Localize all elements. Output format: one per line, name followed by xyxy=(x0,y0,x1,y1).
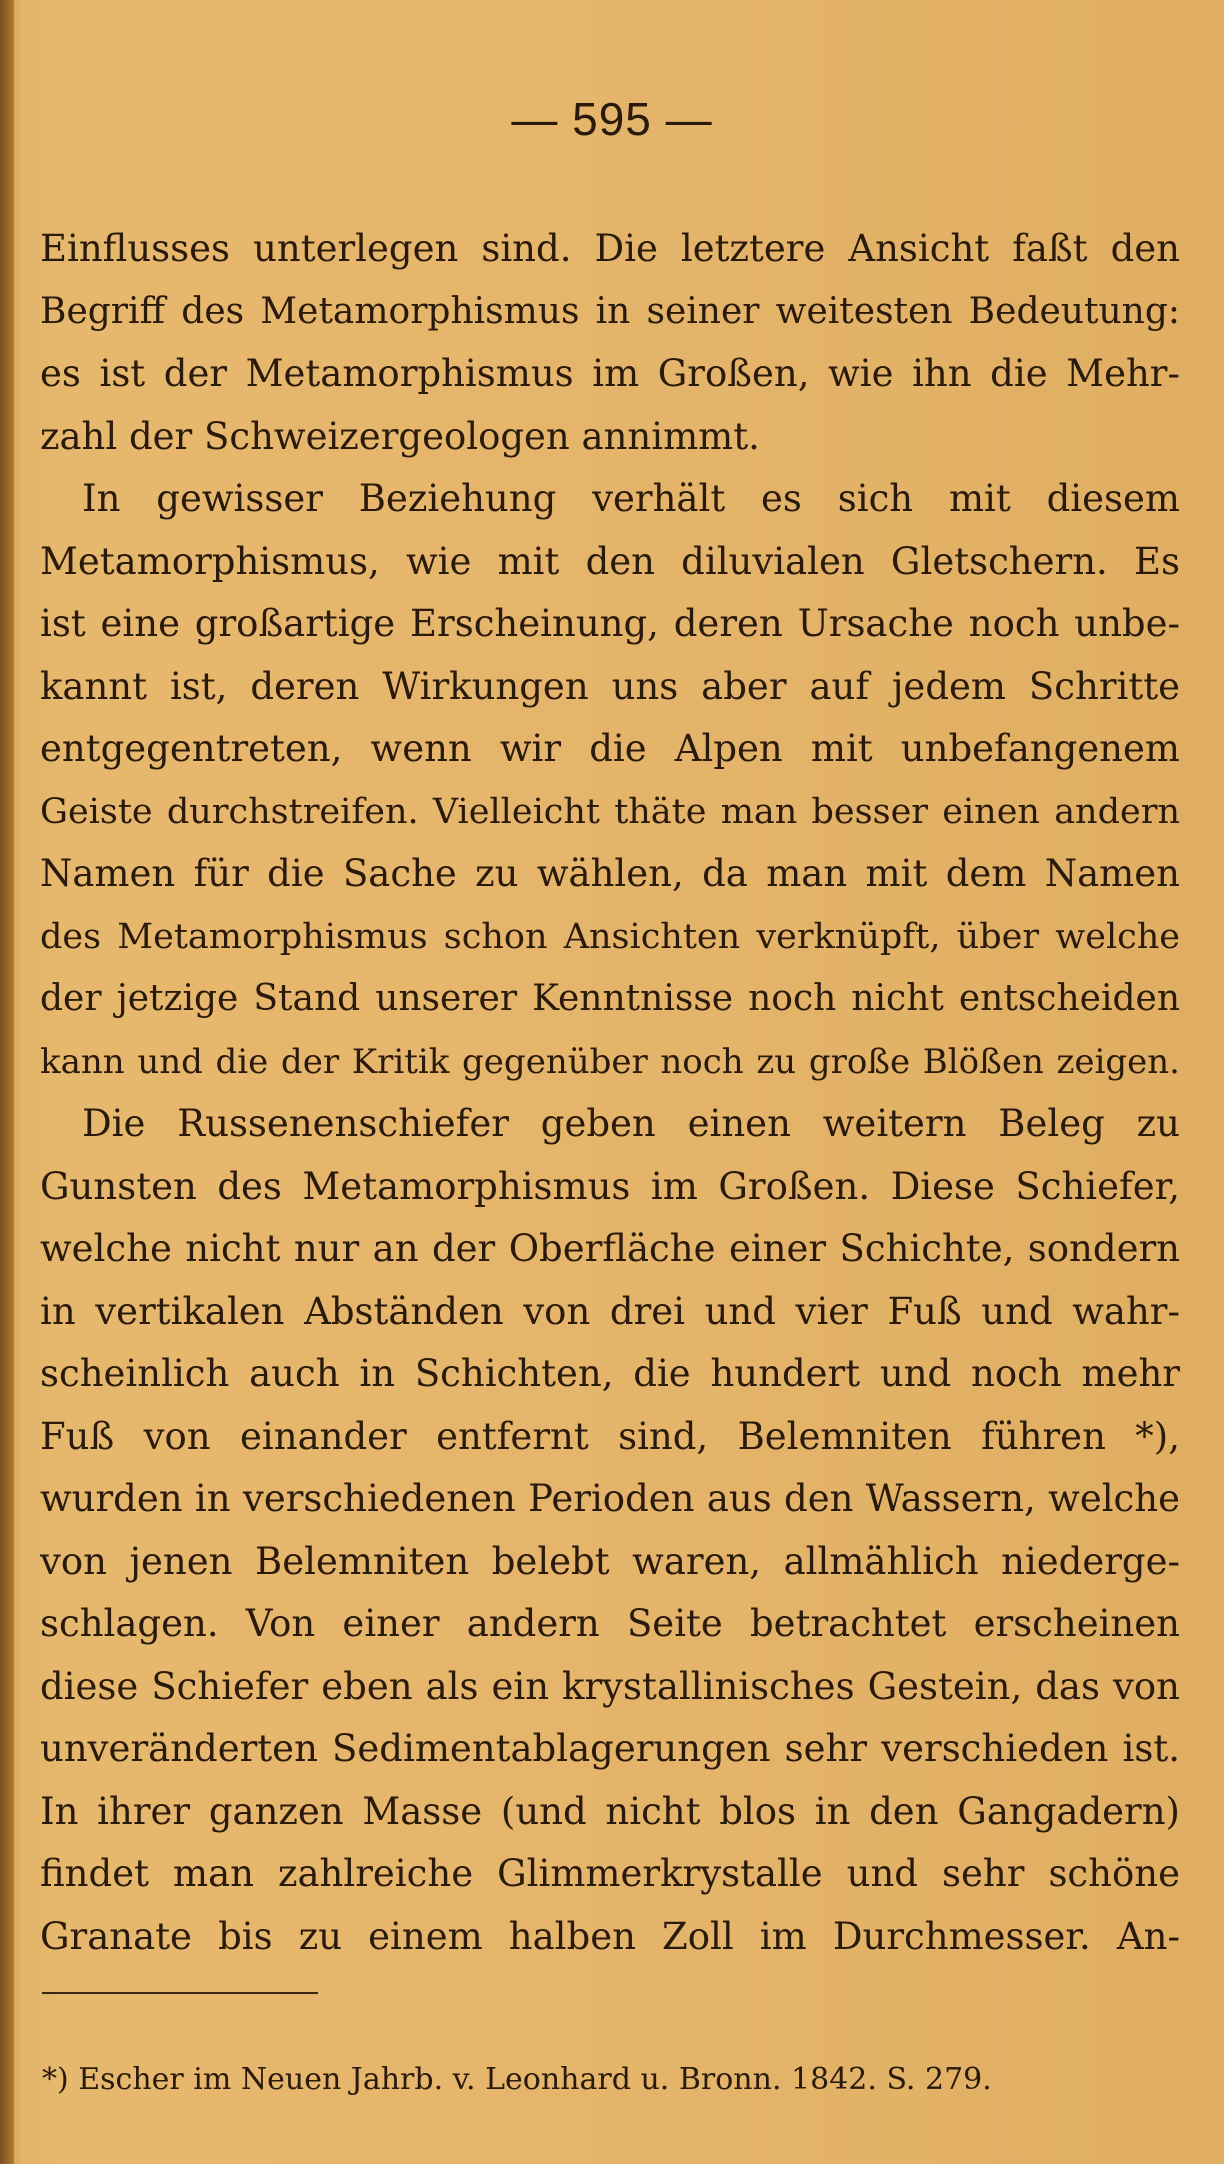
text-line-11: Namen für die Sache zu wählen, da man mit dem Namen xyxy=(40,852,1180,895)
page-binding-edge xyxy=(0,0,14,2164)
text-line-23: schlagen. Von einer andern Seite betrachtet erscheinen xyxy=(40,1602,1180,1645)
text-line-22: von jenen Belemniten belebt waren, allmählich niederge- xyxy=(40,1539,1180,1583)
text-line-13: der jetzige Stand unserer Kenntnisse noch nicht entscheiden xyxy=(40,978,1180,1019)
text-line-4: zahl der Schweizergeologen annimmt. xyxy=(40,414,760,458)
text-line-9: entgegentreten, wenn wir die Alpen mit unbefangenem xyxy=(40,727,1180,770)
text-line-1: Einflusses unterlegen sind. Die letztere Ansicht faßt den xyxy=(40,227,1180,270)
footnote-divider xyxy=(42,1992,318,1994)
text-line-5: In gewisser Beziehung verhält es sich mit diesem xyxy=(82,477,1180,520)
text-line-27: findet man zahlreiche Glimmerkrystalle und sehr schöne xyxy=(40,1852,1180,1895)
text-line-19: scheinlich auch in Schichten, die hundert und noch mehr xyxy=(40,1352,1180,1395)
text-line-14: kann und die der Kritik gegenüber noch zu große Blößen zeigen. xyxy=(40,1041,1180,1082)
text-line-26: In ihrer ganzen Masse (und nicht blos in den Gangadern) xyxy=(40,1789,1180,1833)
text-line-6: Metamorphismus, wie mit den diluvialen Gletschern. Es xyxy=(40,539,1180,583)
text-line-18: in vertikalen Abständen von drei und vier Fuß und wahr- xyxy=(40,1289,1180,1333)
footnote: *) Escher im Neuen Jahrb. v. Leonhard u. Bronn. 1842. S. 279. xyxy=(42,2062,992,2097)
text-line-8: kannt ist, deren Wirkungen uns aber auf jedem Schritte xyxy=(40,664,1180,708)
text-line-21: wurden in verschiedenen Perioden aus den Wassern, welche xyxy=(40,1477,1180,1520)
body-text xyxy=(40,218,1180,1968)
text-line-17: welche nicht nur an der Oberfläche einer Schichte, sondern xyxy=(40,1227,1180,1270)
text-line-2: Begriff des Metamorphismus in seiner weitesten Bedeutung: xyxy=(40,290,1180,332)
text-line-10: Geiste durchstreifen. Vielleicht thäte man besser einen andern xyxy=(40,791,1180,832)
text-line-28: Granate bis zu einem halben Zoll im Durchmesser. An- xyxy=(40,1914,1180,1958)
text-line-3: es ist der Metamorphismus im Großen, wie ihn die Mehr- xyxy=(40,352,1180,395)
text-line-16: Gunsten des Metamorphismus im Großen. Diese Schiefer, xyxy=(40,1164,1180,1208)
text-line-24: diese Schiefer eben als ein krystallinisches Gestein, das von xyxy=(40,1664,1180,1708)
text-line-15: Die Russenenschiefer geben einen weitern Beleg zu xyxy=(82,1102,1180,1145)
page-number: — 595 — xyxy=(511,93,713,145)
text-line-7: ist eine großartige Erscheinung, deren Ursache noch unbe- xyxy=(40,602,1180,645)
text-line-12: des Metamorphismus schon Ansichten verknüpft, über welche xyxy=(40,916,1180,957)
text-line-20: Fuß von einander entfernt sind, Belemniten führen *), xyxy=(40,1414,1180,1458)
text-line-25: unveränderten Sedimentablagerungen sehr verschieden ist. xyxy=(40,1727,1180,1770)
